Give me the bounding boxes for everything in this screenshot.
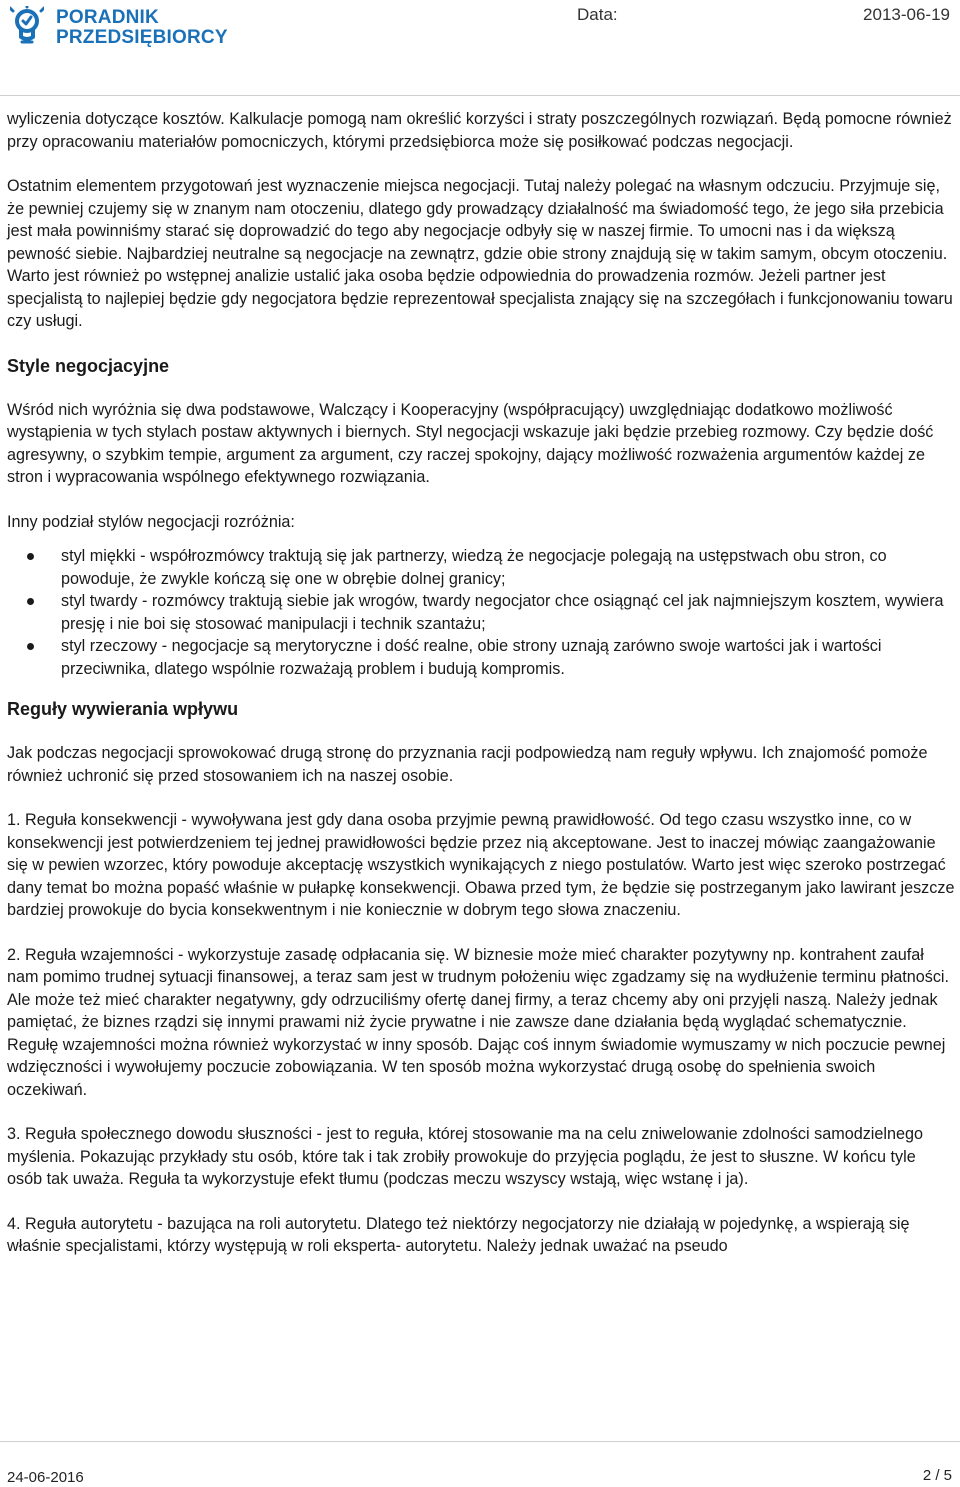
paragraph: 2. Reguła wzajemności - wykorzystuje zasadę odpłacania się. W biznesie może mieć charakter pozytywny np. kontrahent zaufał nam pomimo trudnej sytuacji finansowej, a teraz sam jest w trudnym położeniu więc zgadzamy się na wydłużenie terminu płatności. Ale może też mieć charakter negatywny, gdy odrzuciliśmy ofertę danej firmy, a teraz chcemy aby oni przyjęli naszą. Należy jednak pamiętać, że biznes rządzi się innymi prawami niż życie prywatne i nie zawsze dane działania będą wyglądać schematycznie. Regułę wzajemności można również wykorzystać w inny sposób. Dając coś innym świadomie wymuszamy w nich poczucie pewnej wdzięczności i wywołujemy poczucie zobowiązania. W ten sposób można wykorzystać drugą osobę do spełnienia swoich oczekiwań. [7,945,950,1099]
list-item: styl twardy - rozmówcy traktują siebie jak wrogów, twardy negocjator chce osiągnąć cel jak najmniejszym kosztem, wywiera presję i nie boi się stosować manipulacji i technik szantażu; [7,590,955,635]
section-heading: Style negocjacyjne [7,355,170,376]
logo-line-1: PORADNIK [56,7,159,28]
page-header [0,0,960,60]
footer-date: 24-06-2016 [7,1469,84,1486]
list-item: styl rzeczowy - negocjacje są merytoryczne i dość realne, obie strony uznają zarówno swoje wartości jak i wartości przeciwnika, dlatego wspólnie rozważają problem i budują kompromis. [7,635,955,680]
date-value: 2013-06-19 [863,5,950,24]
footer-divider [0,1441,960,1442]
section-heading: Reguły wywierania wpływu [7,699,239,719]
logo-text [56,8,228,48]
list-item: styl miękki - współrozmówcy traktują się jak partnerzy, wiedzą że negocjacje polegają na ustępstwach obu stron, co powoduje, że zwykle kończą się one w obrębie dolnej granicy; [7,545,955,590]
paragraph: 1. Reguła konsekwencji - wywoływana jest gdy dana osoba przyjmie pewną prawidłowość. Od tego czasu wszystko inne, co w konsekwencji jest potwierdzeniem tej jednej prawidłowości będzie przez nią akceptowane. Jest to inaczej mówiąc zaangażowanie się w pewien wzorzec, który powoduje akceptację wszystkich wynikających z niego postulatów. Warto jest więc szeroko postrzegać dany temat bo można popaść właśnie w pułapkę konsekwencji. Obawa przed tym, że będzie się postrzeganym jako lawirant jeszcze bardziej prowokuje do bycia konsekwentnym i nie koniecznie w dobrym tego słowa znaczeniu. [7,811,955,919]
logo[interactable] [10,3,240,55]
paragraph: wyliczenia dotyczące kosztów. Kalkulacje pomogą nam określić korzyści i straty poszczególnych rozwiązań. Będą pomocne również przy opracowaniu materiałów pomocniczych, którymi przedsiębiorca może się posiłkować podczas negocjacji. [7,110,952,151]
logo-line-2: PRZEDSIĘBIORCY [56,27,228,48]
paragraph: Wśród nich wyróżnia się dwa podstawowe, Walczący i Kooperacyjny (współpracujący) uwzględniając dodatkowo możliwość wystąpienia w tych stylach postaw aktywnych i biernych. Styl negocjacji wskazuje jaki będzie przebieg rozmowy. Czy będzie dość agresywny, o szybkim tempie, argument za argument, czy raczej spokojny, dający możliwość rozważenia argumentów każdej ze stron i wypracowania wspólnego efektywnego rozwiązania. [7,400,934,486]
article-content [7,108,955,1280]
header-divider [0,95,960,96]
lightbulb-icon [10,6,44,50]
page-number: 2 / 5 [922,1467,952,1484]
paragraph: Ostatnim elementem przygotowań jest wyznaczenie miejsca negocjacji. Tutaj należy polegać na własnym odczuciu. Przyjmuje się, że pewniej czujemy się w znanym nam otoczeniu, dlatego gdy prowadzący działalność ma świadomość tego, że jego siła przebicia jest mała powinniśmy starać się doprowadzić do tego aby negocjacje odbyły się w naszej firmie. To umocni nas i da większą pewność siebie. Najbardziej neutralne są negocjacje na zewnątrz, gdzie obie strony znajdują się w takim samym, obcym otoczeniu. Warto jest również po wstępnej analizie ustalić jaka osoba będzie odpowiednia do prowadzenia rozmów. Jeżeli partner jest specjalistą to najlepiej będzie gdy negocjatora będzie reprezentował specjalista znający się na szczegółach i funkcjonowaniu towaru czy usługi. [7,177,953,330]
paragraph: Inny podział stylów negocjacji rozróżnia: [7,512,295,531]
paragraph: 4. Reguła autorytetu - bazująca na roli autorytetu. Dlatego też niektórzy negocjatorzy nie działają w pojedynkę, a wspierają się właśnie specjalistami, którzy występują w roli eksperta- autorytetu. Należy jednak uważać na pseudo [7,1214,910,1255]
paragraph: 3. Reguła społecznego dowodu słuszności - jest to reguła, której stosowanie ma na celu zniwelowanie zdolności samodzielnego myślenia. Pokazując przykłady stu osób, które tak i tak zrobiły prowokuje do przyjęcia poglądu, że jest to słuszne. W końcu tyle osób tak uważa. Reguła ta wykorzystuje efekt tłumu (podczas meczu wszyscy wstają, więc wstanę i ja). [7,1125,924,1188]
date-label: Data: [577,5,618,24]
paragraph: Jak podczas negocjacji sprowokować drugą stronę do przyznania racji podpowiedzą nam reguły wpływu. Ich znajomość pomoże również uchronić się przed stosowaniem ich na naszej osobie. [7,744,928,785]
bullet-list [7,545,955,680]
